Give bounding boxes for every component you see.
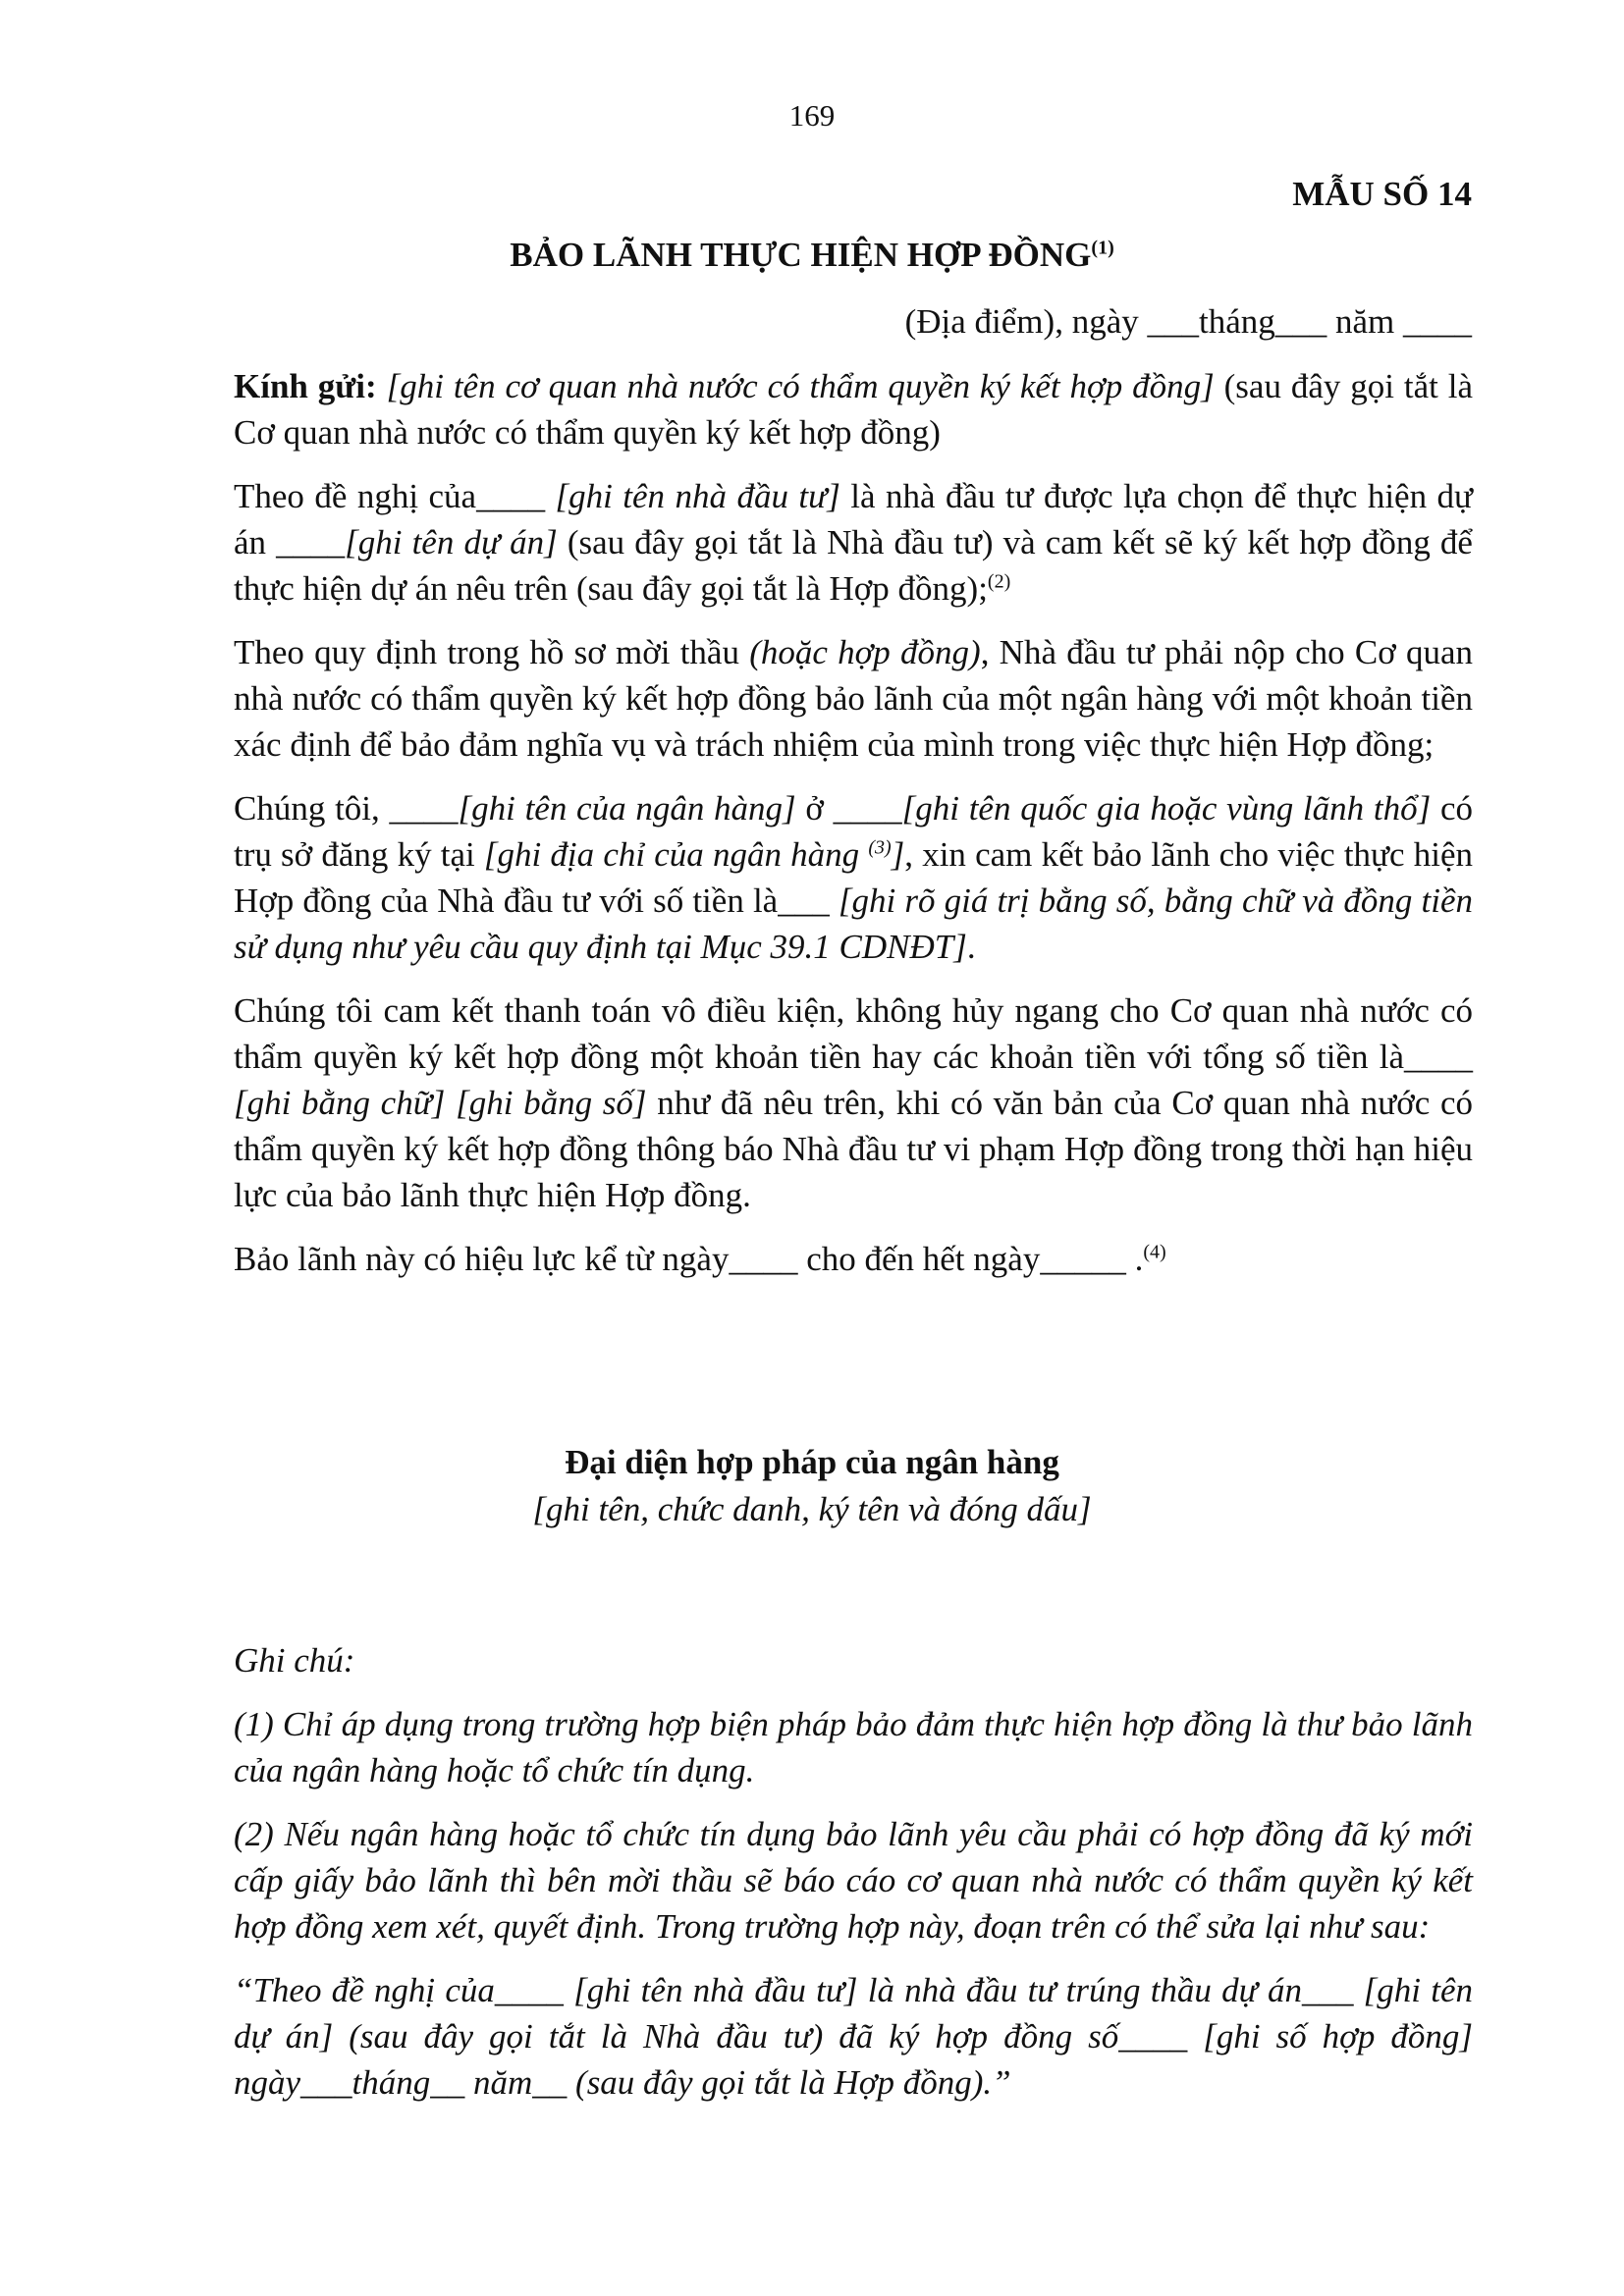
para4-text-2: như đã nêu trên, khi có văn bản của Cơ quan nhà nước có thẩm quyền ký kết hợp đồng thông báo Nhà đầu tư vi phạm Hợp đồng trong thời hạn hiệu lực của bảo lãnh thực hiện Hợp đồng.	[234, 1084, 1473, 1214]
note-1: (1) Chỉ áp dụng trong trường hợp biện pháp bảo đảm thực hiện hợp đồng là thư bảo lãnh của ngân hàng hoặc tổ chức tín dụng.	[234, 1705, 1473, 1789]
para3-footnote-ref: (3)	[868, 836, 892, 859]
note-2: (2) Nếu ngân hàng hoặc tổ chức tín dụng bảo lãnh yêu cầu phải có hợp đồng đã ký mới cấp giấy bảo lãnh thì bên mời thầu sẽ báo cáo cơ quan nhà nước có thẩm quyền ký kết hợp đồng xem xét, quyết định. Trong trường hợp này, đoạn trên có thể sửa lại như sau:	[234, 1815, 1473, 1946]
form-number: MẪU SỐ 14	[1292, 175, 1472, 213]
para3-text-5: .	[966, 928, 976, 966]
notes-heading: Ghi chú:	[234, 1641, 355, 1680]
paragraph-commitment	[234, 988, 1473, 1218]
para3-italic-3b: ]	[891, 835, 905, 874]
paragraph-bank	[234, 785, 1473, 970]
para2-italic-1: (hoặc hợp đồng)	[749, 633, 981, 671]
title-footnote-ref: (1)	[1091, 237, 1114, 259]
document-title	[0, 236, 1624, 275]
para2-text-1: Theo quy định trong hồ sơ mời thầu	[234, 633, 750, 671]
para2-text-2: , Nhà đầu tư phải nộp cho Cơ quan nhà nước có thẩm quyền ký kết hợp đồng bảo lãnh của một ngân hàng với một khoản tiền xác định để bảo đảm nghĩa vụ và trách nhiệm của mình trong việc thực hiện Hợp đồng;	[234, 633, 1473, 764]
para5-footnote-ref: (4)	[1143, 1241, 1166, 1263]
page-number: 169	[788, 98, 836, 133]
para1-italic-2: [ghi tên dự án]	[345, 523, 558, 561]
para5-text-1: Bảo lãnh này có hiệu lực kể từ ngày____ cho đến hết ngày_____ .	[234, 1240, 1144, 1278]
paragraph-regulation	[234, 629, 1473, 768]
recipient-value: [ghi tên cơ quan nhà nước có thẩm quyền ký kết hợp đồng]	[386, 367, 1215, 405]
signature-subtitle: [ghi tên, chức danh, ký tên và đóng dấu]	[532, 1490, 1092, 1528]
para3-text-1: Chúng tôi, ____	[234, 789, 459, 828]
para1-italic-1: [ghi tên nhà đầu tư]	[555, 477, 840, 515]
para3-italic-3: [ghi địa chỉ của ngân hàng	[483, 835, 869, 874]
notes-section	[234, 1637, 1473, 2123]
recipient-paragraph	[234, 363, 1473, 455]
note-3: “Theo đề nghị của____ [ghi tên nhà đầu tư] là nhà đầu tư trúng thầu dự án___ [ghi tên dự án] (sau đây gọi tắt là Nhà đầu tư) đã ký hợp đồng số____ [ghi số hợp đồng] ngày___tháng__ năm__ (sau đây gọi tắt là Hợp đồng).”	[234, 1971, 1473, 2102]
document-title-text: BẢO LÃNH THỰC HIỆN HỢP ĐỒNG	[510, 236, 1092, 274]
date-line: (Địa điểm), ngày ___tháng___ năm ____	[904, 302, 1472, 341]
recipient-label: Kính gửi:	[234, 367, 377, 405]
para1-footnote-ref: (2)	[987, 570, 1011, 593]
para3-text-3: có trụ sở đăng ký tại	[234, 789, 1473, 874]
para3-text-2: ở ____	[795, 789, 902, 828]
paragraph-validity	[234, 1236, 1473, 1282]
signature-title: Đại diện hợp pháp của ngân hàng	[565, 1443, 1059, 1481]
para3-italic-2: [ghi tên quốc gia hoặc vùng lãnh thổ]	[901, 789, 1432, 828]
para3-italic-1: [ghi tên của ngân hàng]	[458, 789, 796, 828]
para1-text-2: là nhà đầu tư được lựa chọn để thực hiện dự án ____	[234, 477, 1473, 561]
recipient-tail: (sau đây gọi tắt là Cơ quan nhà nước có thẩm quyền ký kết hợp đồng)	[234, 367, 1474, 452]
para3-italic-4: [ghi rõ giá trị bằng số, bằng chữ và đồng tiền sử dụng như yêu cầu quy định tại Mục 39.1 CDNĐT]	[234, 881, 1473, 966]
para1-text-3: (sau đây gọi tắt là Nhà đầu tư) và cam kết sẽ ký kết hợp đồng để thực hiện dự án nêu trên (sau đây gọi tắt là Hợp đồng);	[234, 523, 1473, 608]
document-body	[234, 363, 1473, 1300]
para3-text-4: , xin cam kết bảo lãnh cho việc thực hiện Hợp đồng của Nhà đầu tư với số tiền là___	[234, 835, 1473, 920]
paragraph-investor	[234, 473, 1473, 612]
para1-text-1: Theo đề nghị của____	[234, 477, 556, 515]
para4-text-1: Chúng tôi cam kết thanh toán vô điều kiện, không hủy ngang cho Cơ quan nhà nước có thẩm quyền ký kết hợp đồng một khoản tiền hay các khoản tiền với tổng số tiền là____	[234, 991, 1473, 1076]
para4-italic-1: [ghi bằng chữ] [ghi bằng số]	[234, 1084, 647, 1122]
